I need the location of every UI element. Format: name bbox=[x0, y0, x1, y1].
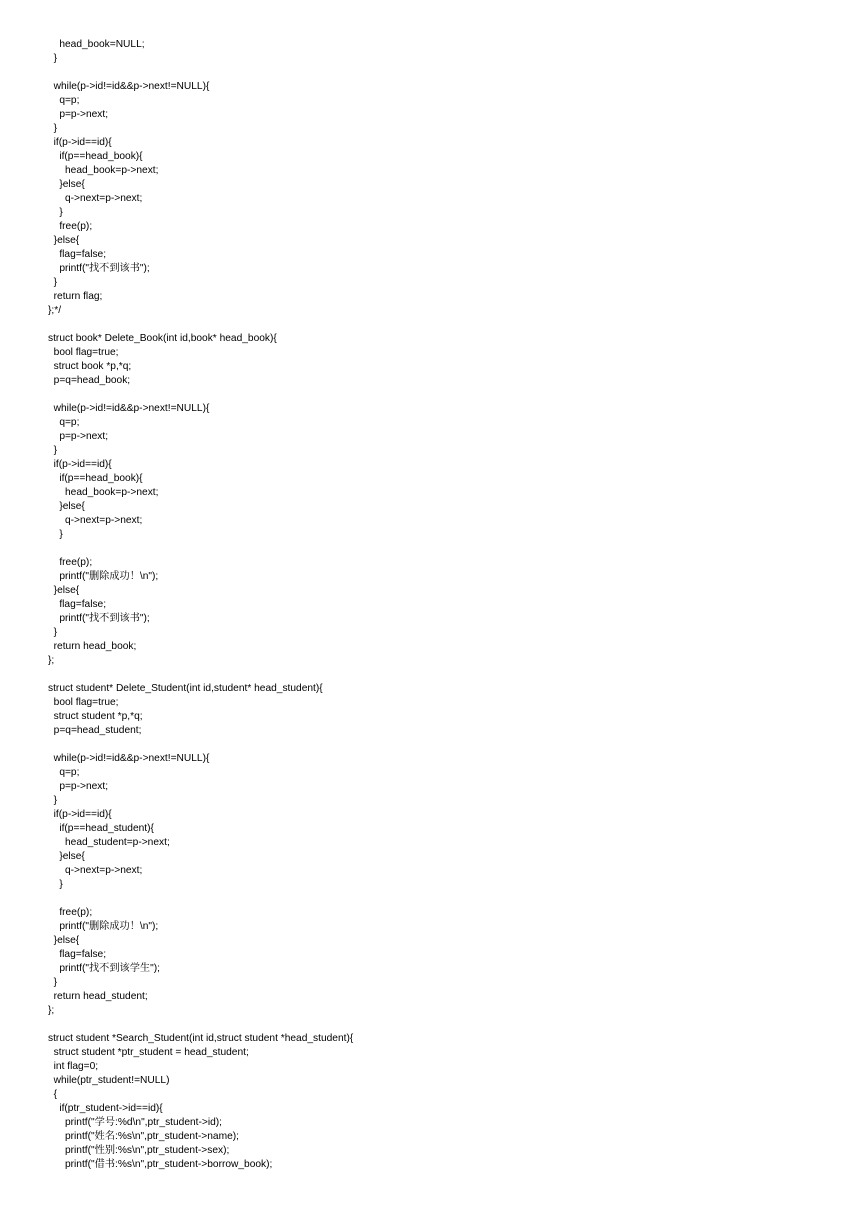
code-line: }else{ bbox=[48, 235, 80, 246]
code-line: q->next=p->next; bbox=[48, 865, 143, 876]
code-line: q=p; bbox=[48, 417, 80, 428]
code-line: struct book* Delete_Book(int id,book* head_book){ bbox=[48, 333, 277, 344]
code-line: if(p->id==id){ bbox=[48, 809, 112, 820]
code-line bbox=[48, 668, 848, 682]
code-line: }; bbox=[48, 655, 55, 666]
code-line: free(p); bbox=[48, 557, 93, 568]
code-line: };*/ bbox=[48, 305, 62, 316]
code-line: q=p; bbox=[48, 95, 80, 106]
code-line: }else{ bbox=[48, 179, 85, 190]
code-line: printf("性别:%s\n",ptr_student->sex); bbox=[48, 1145, 230, 1156]
code-line: flag=false; bbox=[48, 599, 107, 610]
code-line: while(p->id!=id&&p->next!=NULL){ bbox=[48, 81, 210, 92]
code-line: } bbox=[48, 277, 58, 288]
code-line: } bbox=[48, 445, 58, 456]
code-line: } bbox=[48, 627, 58, 638]
code-line bbox=[48, 892, 848, 906]
code-line: head_book=p->next; bbox=[48, 165, 159, 176]
code-line: bool flag=true; bbox=[48, 697, 119, 708]
code-line: p=p->next; bbox=[48, 431, 109, 442]
code-line: printf("姓名:%s\n",ptr_student->name); bbox=[48, 1131, 239, 1142]
code-line: } bbox=[48, 879, 63, 890]
code-line: printf("删除成功！\n"); bbox=[48, 921, 159, 932]
code-line bbox=[48, 318, 848, 332]
code-line: return head_book; bbox=[48, 641, 137, 652]
code-line: if(p==head_book){ bbox=[48, 151, 143, 162]
code-line bbox=[48, 738, 848, 752]
code-line: if(p->id==id){ bbox=[48, 137, 112, 148]
code-line: }else{ bbox=[48, 501, 85, 512]
code-line: printf("借书:%s\n",ptr_student->borrow_book); bbox=[48, 1159, 273, 1170]
code-line: if(p->id==id){ bbox=[48, 459, 112, 470]
code-line: } bbox=[48, 123, 58, 134]
code-line bbox=[48, 388, 848, 402]
code-line: struct student *ptr_student = head_student; bbox=[48, 1047, 249, 1058]
code-line: p=p->next; bbox=[48, 781, 109, 792]
code-line: p=p->next; bbox=[48, 109, 109, 120]
code-line: struct book *p,*q; bbox=[48, 361, 132, 372]
code-line bbox=[48, 542, 848, 556]
code-line: } bbox=[48, 977, 58, 988]
code-line: return flag; bbox=[48, 291, 103, 302]
code-line: flag=false; bbox=[48, 949, 107, 960]
code-line: while(p->id!=id&&p->next!=NULL){ bbox=[48, 753, 210, 764]
code-line: p=q=head_book; bbox=[48, 375, 131, 386]
code-line: }else{ bbox=[48, 851, 85, 862]
code-line: } bbox=[48, 207, 63, 218]
code-line: } bbox=[48, 795, 58, 806]
code-line: { bbox=[48, 1089, 58, 1100]
code-line: return head_student; bbox=[48, 991, 148, 1002]
code-line: q->next=p->next; bbox=[48, 193, 143, 204]
code-line: }else{ bbox=[48, 935, 80, 946]
code-line: printf("学号:%d\n",ptr_student->id); bbox=[48, 1117, 222, 1128]
code-line: printf("找不到该书"); bbox=[48, 263, 150, 274]
code-line: struct student* Delete_Student(int id,student* head_student){ bbox=[48, 683, 323, 694]
code-line: if(ptr_student->id==id){ bbox=[48, 1103, 163, 1114]
code-line: }; bbox=[48, 1005, 55, 1016]
code-line: printf("找不到该书"); bbox=[48, 613, 150, 624]
code-listing bbox=[48, 38, 848, 1172]
code-line: p=q=head_student; bbox=[48, 725, 142, 736]
code-line: struct student *p,*q; bbox=[48, 711, 143, 722]
code-line: } bbox=[48, 529, 63, 540]
code-line: bool flag=true; bbox=[48, 347, 119, 358]
code-line: flag=false; bbox=[48, 249, 107, 260]
code-line: head_book=NULL; bbox=[48, 39, 145, 50]
code-line: printf("找不到该学生"); bbox=[48, 963, 160, 974]
code-line: }else{ bbox=[48, 585, 80, 596]
code-line: free(p); bbox=[48, 907, 93, 918]
code-line: while(p->id!=id&&p->next!=NULL){ bbox=[48, 403, 210, 414]
code-line bbox=[48, 1018, 848, 1032]
code-line: free(p); bbox=[48, 221, 93, 232]
code-line: head_book=p->next; bbox=[48, 487, 159, 498]
code-line bbox=[48, 66, 848, 80]
code-line: if(p==head_student){ bbox=[48, 823, 154, 834]
code-line: int flag=0; bbox=[48, 1061, 99, 1072]
code-line: if(p==head_book){ bbox=[48, 473, 143, 484]
code-line: } bbox=[48, 53, 58, 64]
code-line: struct student *Search_Student(int id,struct student *head_student){ bbox=[48, 1033, 354, 1044]
code-line: head_student=p->next; bbox=[48, 837, 170, 848]
code-line: q=p; bbox=[48, 767, 80, 778]
code-line: q->next=p->next; bbox=[48, 515, 143, 526]
code-line: while(ptr_student!=NULL) bbox=[48, 1075, 170, 1086]
code-line: printf("删除成功！\n"); bbox=[48, 571, 159, 582]
